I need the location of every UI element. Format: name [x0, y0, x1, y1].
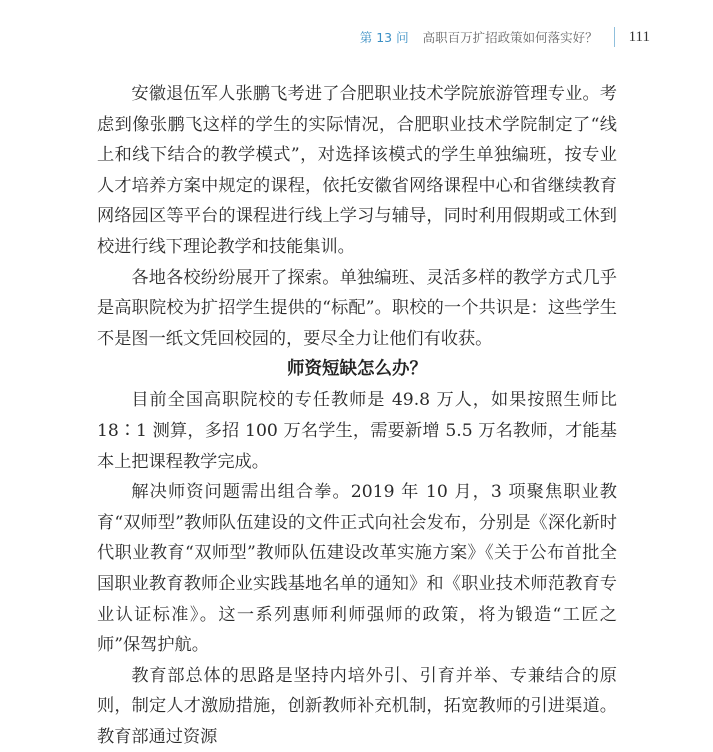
- page-number: 111: [628, 28, 650, 45]
- paragraph: 解决师资问题需出组合拳。2019 年 10 月，3 项聚焦职业教育“双师型”教师队伍建设的文件正式向社会发布，分别是《深化新时代职业教育“双师型”教师队伍建设改革实施方案》《关于公布首批全国职业教育教师企业实践基地名单的通知》和《职业技术师范教育专业认证标准》。这一系列惠师利师强师的政策，将为锻造“工匠之师”保驾护航。: [97, 482, 617, 656]
- page-body: [97, 79, 617, 752]
- paragraph: 各地各校纷纷展开了探索。单独编班、灵活多样的教学方式几乎是高职院校为扩招学生提供的“标配”。职校的一个共识是：这些学生不是图一纸文凭回校园的，要尽全力让他们有收获。: [97, 267, 617, 349]
- running-header: [360, 26, 650, 48]
- chapter-title: 高职百万扩招政策如何落实好？: [422, 30, 598, 45]
- paragraph: 目前全国高职院校的专任教师是 49.8 万人，如果按照生师比 18∶1 测算，多招 100 万名学生，需要新增 5.5 万名教师，才能基本上把课程教学完成。: [97, 390, 617, 472]
- section-heading: 师资短缺怎么办？: [287, 359, 427, 380]
- paragraph: 安徽退伍军人张鹏飞考进了合肥职业技术学院旅游管理专业。考虑到像张鹏飞这样的学生的实际情况，合肥职业技术学院制定了“线上和线下结合的教学模式”，对选择该模式的学生单独编班，按专业人才培养方案中规定的课程，依托安徽省网络课程中心和省继续教育网络园区等平台的课程进行线上学习与辅导，同时利用假期或工休到校进行线下理论教学和技能集训。: [97, 84, 617, 257]
- header-divider: [614, 27, 615, 47]
- chapter-label: 第 13 问: [359, 30, 409, 45]
- paragraph: 教育部总体的思路是坚持内培外引、引育并举、专兼结合的原则，制定人才激励措施，创新教师补充机制，拓宽教师的引进渠道。教育部通过资源: [97, 665, 617, 747]
